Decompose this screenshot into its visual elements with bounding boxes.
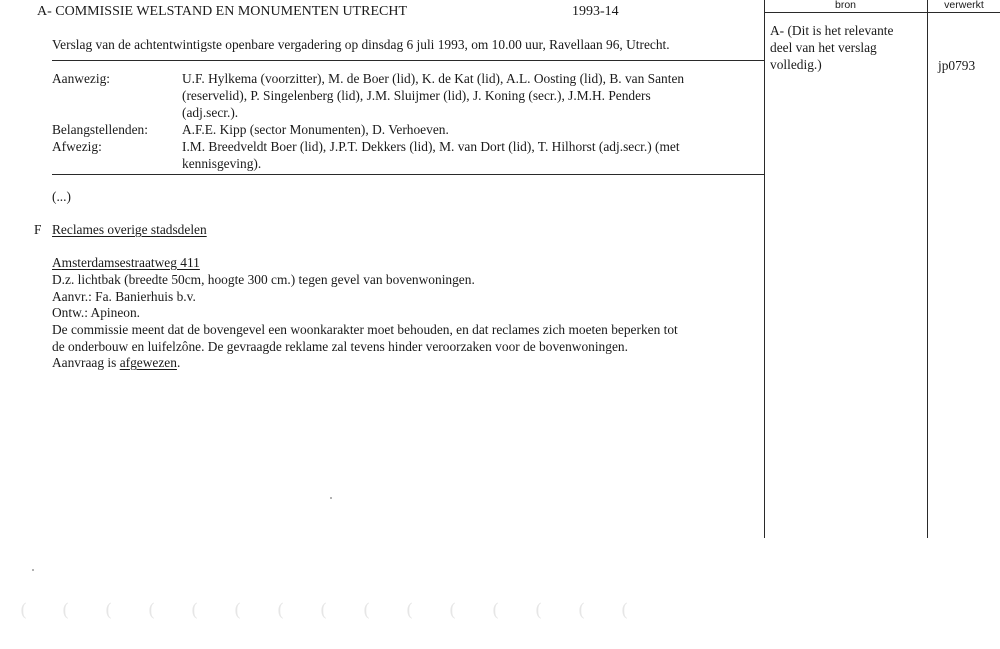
bron-header: bron (834, 0, 856, 11)
rule-top (52, 60, 764, 61)
verwerkt-header: verwerkt (944, 0, 984, 11)
present-line-1: U.F. Hylkema (voorzitter), M. de Boer (lid), K. de Kat (lid), A.L. Oosting (lid), B. van Santen (182, 71, 685, 86)
absent-line-2: kennisgeving). (182, 156, 262, 171)
item-description: D.z. lichtbak (breedte 50cm, hoogte 300 cm.) tegen gevel van bovenwoningen. (52, 272, 475, 287)
scan-speck (330, 497, 332, 499)
item-opinion-line-2: de onderbouw en luifelzône. De gevraagde reklame zal tevens hinder veroorzaken voor de bovenwoningen. (52, 339, 628, 354)
document-code: 1993-14 (572, 4, 619, 19)
item-address: Amsterdamsestraatweg 411 (52, 255, 200, 270)
item-applicant: Aanvr.: Fa. Banierhuis b.v. (52, 289, 196, 304)
interested-label: Belangstellenden: (52, 122, 148, 137)
section-title: Reclames overige stadsdelen (52, 222, 207, 237)
scan-mark: ( (105, 600, 113, 621)
scan-mark: ( (535, 600, 543, 621)
scan-mark: ( (363, 600, 371, 621)
scan-mark: ( (234, 600, 242, 621)
scan-mark: ( (20, 600, 28, 621)
column-header-rule (764, 12, 1000, 13)
scan-mark: ( (406, 600, 414, 621)
scan-mark: ( (191, 600, 199, 621)
absent-label: Afwezig: (52, 139, 102, 154)
scan-mark: ( (578, 600, 586, 621)
scan-mark: ( (449, 600, 457, 621)
column-divider-right (927, 0, 928, 538)
item-decision (52, 355, 180, 371)
item-opinion-line-1: De commissie meent dat de bovengevel een woonkarakter moet behouden, en dat reclames zich moeten beperken tot (52, 322, 678, 337)
scan-mark: ( (492, 600, 500, 621)
decision-prefix: Aanvraag is (52, 355, 117, 370)
decision-suffix: . (176, 355, 181, 370)
scan-mark: ( (621, 600, 629, 621)
scan-mark: ( (320, 600, 328, 621)
absent-line-1: I.M. Breedveldt Boer (lid), J.P.T. Dekkers (lid), M. van Dort (lid), T. Hilhorst (adj.secr.) (met (182, 139, 680, 154)
meeting-subtitle: Verslag van de achtentwintigste openbare vergadering op dinsdag 6 juli 1993, om 10.00 uur, Ravellaan 96, Utrecht. (52, 37, 670, 52)
present-line-3: (adj.secr.). (182, 105, 239, 120)
section-letter: F (34, 222, 42, 237)
rule-bottom (52, 174, 764, 175)
scan-mark: ( (148, 600, 156, 621)
bron-line-3: volledig.) (770, 57, 822, 72)
bron-line-1: A- (Dit is het relevante (770, 23, 894, 38)
decision-value: afgewezen (119, 355, 177, 370)
item-designer: Ontw.: Apineon. (52, 305, 141, 320)
ellipsis: (...) (52, 189, 71, 204)
present-label: Aanwezig: (52, 71, 111, 86)
scan-mark: ( (277, 600, 285, 621)
bron-line-2: deel van het verslag (770, 40, 877, 55)
document-title: A- COMMISSIE WELSTAND EN MONUMENTEN UTRECHT (37, 4, 407, 19)
interested-value: A.F.E. Kipp (sector Monumenten), D. Verhoeven. (182, 122, 449, 137)
scan-mark: ( (62, 600, 70, 621)
verwerkt-code: jp0793 (938, 58, 976, 73)
scan-speck (32, 569, 34, 571)
present-line-2: (reservelid), P. Singelenberg (lid), J.M. Sluijmer (lid), J. Koning (secr.), J.M.H. Penders (182, 88, 651, 103)
column-divider-left (764, 0, 765, 538)
